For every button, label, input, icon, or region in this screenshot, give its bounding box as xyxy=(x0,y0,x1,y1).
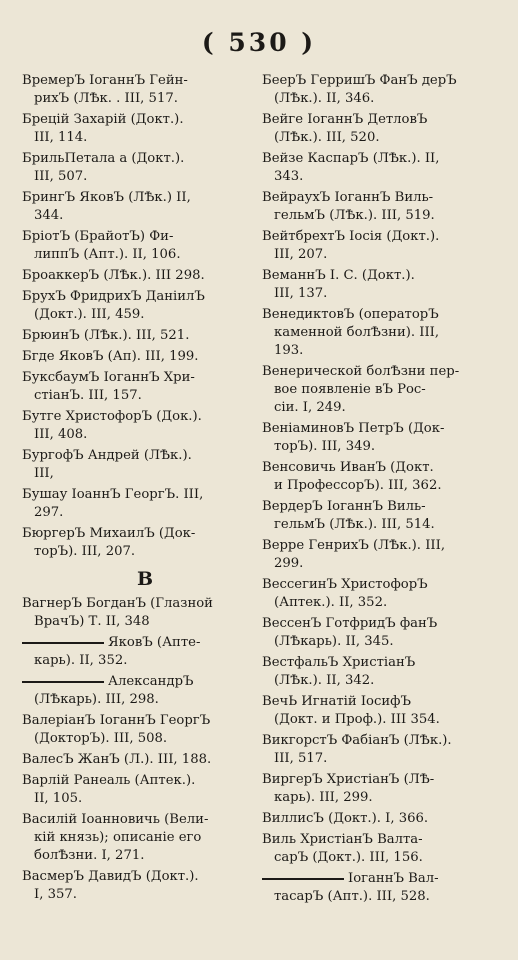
entry-line: III, 517. xyxy=(274,751,328,766)
entry-line: 344. xyxy=(34,208,64,223)
entry-line: III, 114. xyxy=(34,130,88,145)
entry-line: III, 507. xyxy=(34,169,88,184)
entry-line: ВердерЪ ІоганнЪ Виль- xyxy=(262,499,426,514)
entry-line: сіи. I, 249. xyxy=(274,400,346,415)
index-entry xyxy=(262,831,508,867)
entry-line: Вейзе КаспарЪ (ЛѢк.). II, xyxy=(262,151,440,166)
entry-line: 297. xyxy=(34,505,64,520)
entry-line: (Докт.). III, 459. xyxy=(34,307,145,322)
entry-line: БріотЪ (БрайотЪ) Фи- xyxy=(22,229,174,244)
ditto-dash xyxy=(262,878,344,880)
entry-line: БургофЪ Андрей (ЛѢк.). xyxy=(22,448,192,463)
index-entry xyxy=(22,369,268,405)
entry-line: ВрачЪ) Т. II, 348 xyxy=(34,614,150,629)
index-entry xyxy=(262,189,508,225)
entry-line: III, 137. xyxy=(274,286,328,301)
entry-line: Варлiй Ранеаль (Аптек.). xyxy=(22,773,196,788)
entry-line: БроаккерЪ (ЛѢк.). III 298. xyxy=(22,268,205,283)
entry-line: ВейраухЪ ІоганнЪ Виль- xyxy=(262,190,434,205)
entry-line: III, xyxy=(34,466,54,481)
entry-line: ЯковЪ (Аптe- xyxy=(108,635,201,650)
entry-line: БеерЪ ГерришЪ ФанЪ дерЪ xyxy=(262,73,457,88)
entry-line: тасарЪ (Апт.). III, 528. xyxy=(274,889,430,904)
index-entry xyxy=(22,772,268,808)
left-entries-a xyxy=(22,72,268,561)
right-column xyxy=(262,72,508,909)
right-entries xyxy=(262,72,508,906)
entry-line: карь). III, 299. xyxy=(274,790,373,805)
index-entry xyxy=(22,447,268,483)
entry-line: рихЪ (ЛѢк. . III, 517. xyxy=(34,91,178,106)
entry-line-wrapper xyxy=(262,870,508,888)
entry-line: АлександрЪ xyxy=(108,674,194,689)
index-entry xyxy=(22,811,268,865)
entry-line: (ЛѢкарь). II, 345. xyxy=(274,634,394,649)
index-entry xyxy=(262,306,508,360)
index-entry xyxy=(22,751,268,769)
index-entry xyxy=(22,228,268,264)
index-entry xyxy=(262,576,508,612)
entry-line-wrapper xyxy=(22,673,268,691)
entry-line: ВеманнЪ І. С. (Докт.). xyxy=(262,268,415,283)
entry-line: ВессегинЪ ХристофорЪ xyxy=(262,577,428,592)
entry-line: ВагнерЪ БогданЪ (Глазной xyxy=(22,596,213,611)
entry-line: (Докт. и Проф.). III 354. xyxy=(274,712,440,727)
index-entry xyxy=(262,870,508,906)
entry-line: (ЛѢкарь). III, 298. xyxy=(34,692,159,707)
entry-line: 193. xyxy=(274,343,304,358)
entry-line-wrapper xyxy=(22,634,268,652)
entry-line: ВиллисЪ (Докт.). I, 366. xyxy=(262,811,429,826)
entry-line: (Аптек.). II, 352. xyxy=(274,595,388,610)
index-entry xyxy=(22,868,268,904)
entry-line: Венсовичь ИванЪ (Докт. xyxy=(262,460,434,475)
entry-line: I, 357. xyxy=(34,887,77,902)
entry-line: ВиргерЪ ХристіанЪ (ЛѢ- xyxy=(262,772,435,787)
index-entry xyxy=(22,267,268,285)
entry-line: (ЛѢк.). III, 520. xyxy=(274,130,380,145)
index-entry xyxy=(262,420,508,456)
entry-line: торЪ). III, 349. xyxy=(274,439,376,454)
entry-line: и ПрофессорЪ). III, 362. xyxy=(274,478,442,493)
section-letter: В xyxy=(136,568,154,590)
entry-line: ВремерЪ ІоганнЪ Гейн- xyxy=(22,73,188,88)
entry-line: ВеніаминовЪ ПетрЪ (Док- xyxy=(262,421,445,436)
index-entry xyxy=(22,634,268,670)
index-entry xyxy=(262,228,508,264)
entry-line: липпЪ (Апт.). II, 106. xyxy=(34,247,181,262)
entry-line: карь). II, 352. xyxy=(34,653,128,668)
ditto-dash xyxy=(22,681,104,683)
entry-line: вое появленіе вЪ Рос- xyxy=(274,382,426,397)
index-entry xyxy=(22,486,268,522)
entry-line: БуксбаумЪ ІоганнЪ Хри- xyxy=(22,370,195,385)
entry-line: кій князь); описаніе его xyxy=(34,830,202,845)
index-entry xyxy=(22,150,268,186)
index-entry xyxy=(262,459,508,495)
entry-line: Венерической болѢзни пер- xyxy=(262,364,460,379)
index-entry xyxy=(22,712,268,748)
entry-line: ВессенЪ ГотфридЪ фанЪ xyxy=(262,616,438,631)
index-entry xyxy=(262,771,508,807)
index-entry xyxy=(22,189,268,225)
index-entry xyxy=(262,72,508,108)
index-entry xyxy=(22,595,268,631)
index-entry xyxy=(22,348,268,366)
index-entry xyxy=(262,615,508,651)
entry-line: каменной болѢзни). III, xyxy=(274,325,440,340)
entry-line: Виль ХристіанЪ Валта- xyxy=(262,832,423,847)
entry-line: гельмЪ (ЛѢк.). III, 514. xyxy=(274,517,435,532)
entry-line: БюргерЪ МихаилЪ (Док- xyxy=(22,526,196,541)
entry-line: ВасмерЪ ДавидЪ (Докт.). xyxy=(22,869,199,884)
entry-line: Брецій Захарій (Докт.). xyxy=(22,112,184,127)
entry-line: гельмЪ (ЛѢк.). III, 519. xyxy=(274,208,435,223)
index-entry xyxy=(22,72,268,108)
entry-line: ВалесЪ ЖанЪ (Л.). III, 188. xyxy=(22,752,212,767)
index-entry xyxy=(262,267,508,303)
entry-line: БрюинЪ (ЛѢк.). III, 521. xyxy=(22,328,190,343)
entry-line: 299. xyxy=(274,556,304,571)
entry-line: II, 105. xyxy=(34,791,83,806)
entry-line: сарЪ (Докт.). III, 156. xyxy=(274,850,423,865)
entry-line: БрухЪ ФридрихЪ ДаніилЪ xyxy=(22,289,205,304)
entry-line: ВалеріанЪ ІоганнЪ ГеоргЪ xyxy=(22,713,211,728)
entry-line: стіанЪ. III, 157. xyxy=(34,388,142,403)
entry-line: Бутге ХристофорЪ (Док.). xyxy=(22,409,202,424)
index-entry xyxy=(262,537,508,573)
page-number: ( 530 ) xyxy=(201,28,317,57)
index-entry xyxy=(262,654,508,690)
entry-line: ІоганнЪ Вал- xyxy=(348,871,439,886)
index-entry xyxy=(22,673,268,709)
entry-line: болѢзни. I, 271. xyxy=(34,848,145,863)
index-entry xyxy=(22,111,268,147)
entry-line: 343. xyxy=(274,169,304,184)
left-entries-b xyxy=(22,595,268,904)
entry-line: III, 408. xyxy=(34,427,88,442)
index-entry xyxy=(262,732,508,768)
index-entry xyxy=(262,363,508,417)
entry-line: ВечЬ Игнатій ІосифЪ xyxy=(262,694,411,709)
entry-line: (ЛѢк.). II, 342. xyxy=(274,673,375,688)
entry-line: ВенедиктовЪ (операторЪ xyxy=(262,307,439,322)
index-entry xyxy=(262,810,508,828)
index-entry xyxy=(262,111,508,147)
entry-line: Вейге ІоганнЪ ДетловЪ xyxy=(262,112,428,127)
index-entry xyxy=(22,327,268,345)
left-column xyxy=(22,72,268,907)
entry-line: Верре ГенрихЪ (ЛѢк.). III, xyxy=(262,538,446,553)
entry-line: БрингЪ ЯковЪ (ЛѢк.) II, xyxy=(22,190,191,205)
index-entry xyxy=(22,288,268,324)
entry-line: ВейтбрехтЪ Іосія (Докт.). xyxy=(262,229,440,244)
entry-line: торЪ). III, 207. xyxy=(34,544,136,559)
ditto-dash xyxy=(22,642,104,644)
entry-line: Бушау ІоаннЪ ГеоргЪ. III, xyxy=(22,487,204,502)
entry-line: БрильПетала а (Докт.). xyxy=(22,151,185,166)
index-entry xyxy=(22,525,268,561)
entry-line: Василій Іоанновичь (Вели- xyxy=(22,812,209,827)
index-entry xyxy=(262,150,508,186)
entry-line: (ДокторЪ). III, 508. xyxy=(34,731,168,746)
entry-line: (ЛѢк.). II, 346. xyxy=(274,91,375,106)
index-entry xyxy=(22,408,268,444)
index-entry xyxy=(262,693,508,729)
index-entry xyxy=(262,498,508,534)
entry-line: ВикгорстЪ ФабіанЪ (ЛѢк.). xyxy=(262,733,452,748)
entry-line: ВестфальЪ ХристіанЪ xyxy=(262,655,416,670)
entry-line: Бгде ЯковЪ (Ап). III, 199. xyxy=(22,349,199,364)
entry-line: III, 207. xyxy=(274,247,328,262)
